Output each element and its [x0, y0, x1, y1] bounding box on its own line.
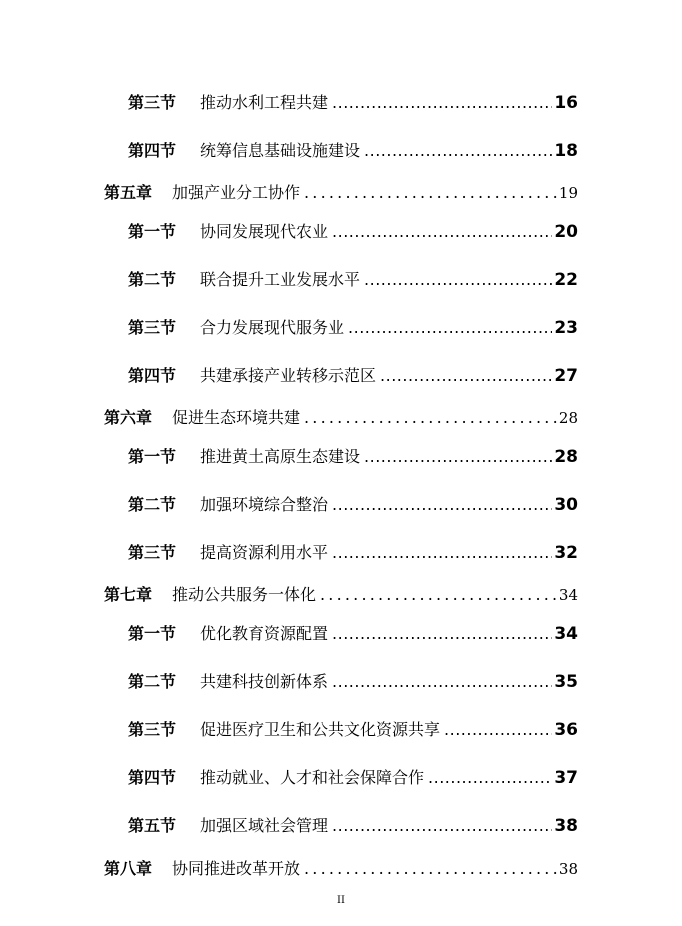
- toc-entry[interactable]: [128, 669, 578, 692]
- dot-leader: [380, 366, 552, 385]
- page-number-footer: II: [337, 895, 345, 906]
- toc-entry-title: 加强环境综合整治: [200, 495, 329, 514]
- toc-entry-page: 34: [554, 624, 578, 644]
- toc-entry-number: 第四节: [128, 141, 177, 160]
- toc-entry-title: 加强区域社会管理: [200, 816, 329, 835]
- toc-chapter-entry[interactable]: [104, 405, 578, 428]
- toc-entry-number: 第三节: [128, 720, 177, 739]
- toc-chapter-entry[interactable]: [104, 180, 578, 203]
- toc-entry-number: 第一节: [128, 447, 177, 466]
- toc-entry-number: 第三节: [128, 318, 177, 337]
- toc-entry-number: 第六章: [104, 408, 153, 427]
- toc-entry[interactable]: [128, 621, 578, 644]
- toc-entry-title: 提高资源利用水平: [200, 543, 329, 562]
- toc-entry-number: 第三节: [128, 93, 177, 112]
- toc-entry-page: 37: [554, 768, 578, 788]
- toc-entry-page: 16: [554, 93, 578, 113]
- toc-entry-title: 促进生态环境共建: [172, 408, 301, 427]
- toc-entry-number: 第五章: [104, 183, 153, 202]
- dot-leader: [304, 183, 557, 202]
- toc-entry-title: 优化教育资源配置: [200, 624, 329, 643]
- dot-leader: [332, 624, 552, 643]
- toc-entry[interactable]: [128, 363, 578, 386]
- dot-leader: [304, 859, 557, 878]
- toc-entry-page: 22: [554, 270, 578, 290]
- dot-leader: [332, 543, 552, 562]
- toc-entry-number: 第一节: [128, 624, 177, 643]
- toc-entry[interactable]: [128, 492, 578, 515]
- toc-entry-page: 23: [554, 318, 578, 338]
- toc-entry-title: 协同发展现代农业: [200, 222, 329, 241]
- toc-entry-page: 38: [554, 816, 578, 836]
- toc-entry-page: 32: [554, 543, 578, 563]
- dot-leader: [304, 408, 557, 427]
- toc-entry-title: 联合提升工业发展水平: [200, 270, 361, 289]
- toc-entry-number: 第三节: [128, 543, 177, 562]
- toc-entry-number: 第二节: [128, 270, 177, 289]
- toc-entry-title: 促进医疗卫生和公共文化资源共享: [200, 720, 441, 739]
- toc-entry-page: 35: [554, 672, 578, 692]
- dot-leader: [364, 447, 552, 466]
- toc-entry-number: 第四节: [128, 366, 177, 385]
- toc-entry-title: 推动公共服务一体化: [172, 585, 317, 604]
- toc-entry-title: 共建承接产业转移示范区: [200, 366, 377, 385]
- toc-entry-page: 19: [558, 184, 578, 202]
- dot-leader: [332, 93, 552, 112]
- toc-entry[interactable]: [128, 813, 578, 836]
- toc-entry-title: 共建科技创新体系: [200, 672, 329, 691]
- dot-leader: [428, 768, 552, 787]
- toc-entry-number: 第五节: [128, 816, 177, 835]
- toc-entry[interactable]: [128, 765, 578, 788]
- toc-chapter-entry[interactable]: [104, 856, 578, 879]
- toc-entry-page: 28: [554, 447, 578, 467]
- dot-leader: [364, 270, 552, 289]
- toc-entry-page: 20: [554, 222, 578, 242]
- toc-entry-title: 推动水利工程共建: [200, 93, 329, 112]
- toc-entry[interactable]: [128, 90, 578, 113]
- toc-entry-page: 27: [554, 366, 578, 386]
- toc-entry[interactable]: [128, 444, 578, 467]
- toc-entry-page: 34: [558, 586, 578, 604]
- toc-entry-title: 推动就业、人才和社会保障合作: [200, 768, 425, 787]
- dot-leader: [332, 672, 552, 691]
- dot-leader: [364, 141, 552, 160]
- toc-entry-number: 第二节: [128, 672, 177, 691]
- toc-entry-number: 第八章: [104, 859, 153, 878]
- toc-entry-page: 30: [554, 495, 578, 515]
- toc-entry-title: 推进黄土高原生态建设: [200, 447, 361, 466]
- toc-entry-number: 第四节: [128, 768, 177, 787]
- dot-leader: [320, 585, 557, 604]
- dot-leader: [332, 222, 552, 241]
- toc-entry[interactable]: [128, 315, 578, 338]
- toc-entry-page: 38: [558, 860, 578, 878]
- toc-entry-title: 合力发展现代服务业: [200, 318, 345, 337]
- dot-leader: [332, 816, 552, 835]
- dot-leader: [444, 720, 552, 739]
- toc-entry-title: 统筹信息基础设施建设: [200, 141, 361, 160]
- toc-entry-page: 36: [554, 720, 578, 740]
- toc-entry[interactable]: [128, 138, 578, 161]
- toc-entry-number: 第二节: [128, 495, 177, 514]
- dot-leader: [332, 495, 552, 514]
- dot-leader: [348, 318, 552, 337]
- toc-entry-title: 加强产业分工协作: [172, 183, 301, 202]
- toc-entry[interactable]: [128, 717, 578, 740]
- toc-entry-number: 第七章: [104, 585, 153, 604]
- toc-entry[interactable]: [128, 267, 578, 290]
- toc-chapter-entry[interactable]: [104, 582, 578, 605]
- toc-entry[interactable]: [128, 219, 578, 242]
- toc-entry-title: 协同推进改革开放: [172, 859, 301, 878]
- toc-entry[interactable]: [128, 540, 578, 563]
- toc-entry-page: 18: [554, 141, 578, 161]
- toc-entry-number: 第一节: [128, 222, 177, 241]
- toc-entry-page: 28: [558, 409, 578, 427]
